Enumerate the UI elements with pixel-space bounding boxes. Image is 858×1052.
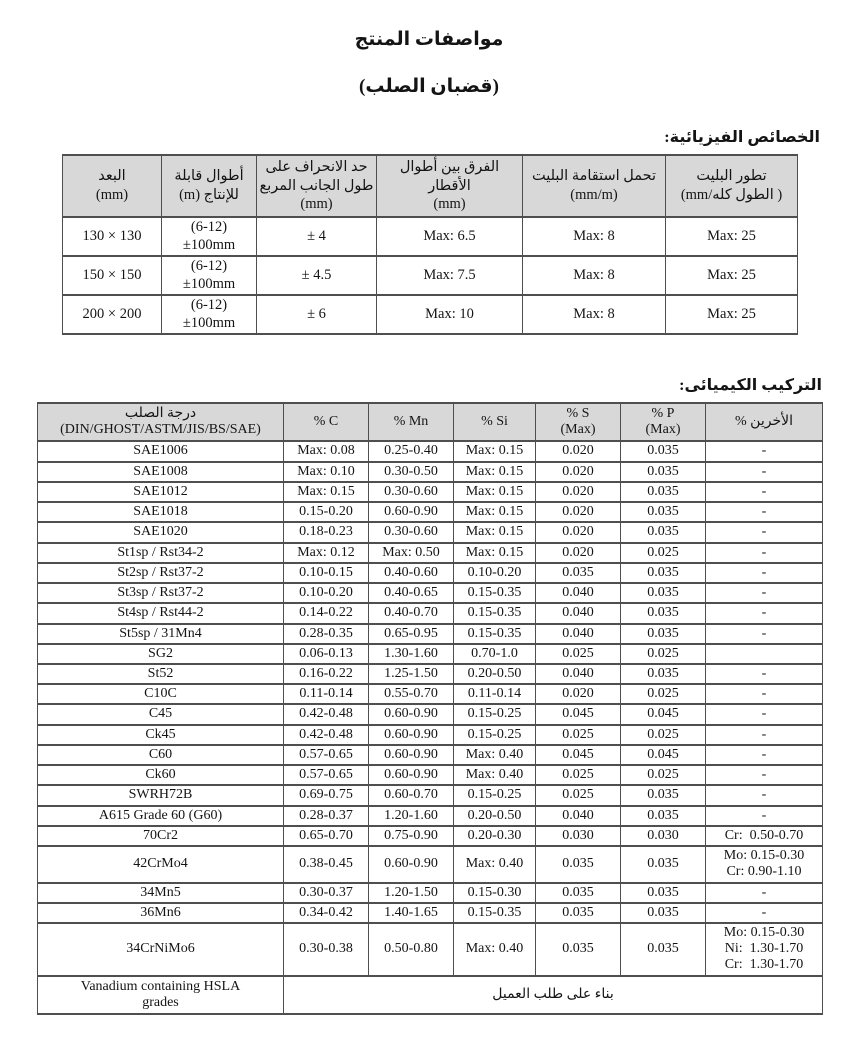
table-cell: 0.06-0.13 (284, 644, 369, 664)
table-cell: 0.035 (536, 563, 621, 583)
table-cell: SG2 (38, 644, 284, 664)
table-cell: 0.60-0.90 (369, 704, 454, 724)
table-cell: 0.15-0.35 (454, 624, 536, 644)
table-cell: St1sp / Rst34-2 (38, 543, 284, 563)
table-cell: SAE1008 (38, 462, 284, 482)
chemical-table-head (38, 403, 823, 441)
table-cell: 0.30-0.60 (369, 482, 454, 502)
cell-line: للإنتاج (m) (179, 186, 239, 203)
table-cell: 0.42-0.48 (284, 704, 369, 724)
table-cell: 0.030 (536, 826, 621, 846)
cell-line: (mm/m) (570, 186, 618, 203)
table-cell: 0.035 (621, 923, 706, 976)
table-cell: 0.40-0.65 (369, 583, 454, 603)
table-row (38, 664, 823, 684)
table-cell: C10C (38, 684, 284, 704)
table-cell: 0.035 (621, 806, 706, 826)
cell-line: (mm) (300, 196, 333, 213)
column-header (257, 155, 377, 217)
table-cell: 0.035 (621, 903, 706, 923)
table-cell: Max: 25 (666, 256, 798, 295)
table-cell: Max: 0.15 (454, 441, 536, 461)
column-header (162, 155, 257, 217)
table-cell: 130 × 130 (63, 217, 162, 256)
table-cell (706, 923, 823, 976)
cell-line: الفرق بين أطوال الأقطار (399, 159, 500, 194)
table-cell: 1.20-1.60 (369, 806, 454, 826)
table-cell: A615 Grade 60 (G60) (38, 806, 284, 826)
cell-line: grades (142, 994, 179, 1010)
table-cell: 1.40-1.65 (369, 903, 454, 923)
cell-line: ±100mm (182, 237, 236, 254)
table-cell: C45 (38, 704, 284, 724)
table-cell: 0.60-0.90 (369, 725, 454, 745)
table-cell: 0.60-0.90 (369, 502, 454, 522)
chemical-composition-table (37, 402, 823, 1015)
column-header (63, 155, 162, 217)
table-cell: 0.60-0.90 (369, 745, 454, 765)
column-header: % Si (454, 403, 536, 441)
table-cell: - (706, 624, 823, 644)
table-cell: Ck45 (38, 725, 284, 745)
table-cell: - (706, 704, 823, 724)
physical-table-body (63, 217, 798, 334)
table-cell: 0.50-0.80 (369, 923, 454, 976)
table-cell: 0.040 (536, 806, 621, 826)
column-header (523, 155, 666, 217)
table-cell: Ck60 (38, 765, 284, 785)
table-cell: St2sp / Rst37-2 (38, 563, 284, 583)
cell-line: % S (566, 405, 590, 421)
table-cell: 0.18-0.23 (284, 522, 369, 542)
cell-line: Ni: 1.30-1.70 (724, 941, 804, 957)
column-header: % Mn (369, 403, 454, 441)
table-cell: 0.15-0.25 (454, 725, 536, 745)
table-cell: 0.38-0.45 (284, 846, 369, 882)
table-cell: Max: 0.40 (454, 765, 536, 785)
table-cell: 1.20-1.50 (369, 883, 454, 903)
table-cell: St52 (38, 664, 284, 684)
table-row (38, 441, 823, 461)
cell-line: ±100mm (182, 276, 236, 293)
table-cell: Max: 0.15 (454, 482, 536, 502)
table-cell: Max: 0.15 (284, 482, 369, 502)
column-header (38, 403, 284, 441)
table-cell: St5sp / 31Mn4 (38, 624, 284, 644)
physical-table-head (63, 155, 798, 217)
table-cell: Cr: 0.50-0.70 (706, 826, 823, 846)
table-cell: ± 4.5 (257, 256, 377, 295)
table-cell: 0.65-0.70 (284, 826, 369, 846)
table-cell: 0.045 (536, 704, 621, 724)
table-cell: - (706, 745, 823, 765)
table-cell: 0.57-0.65 (284, 765, 369, 785)
table-cell: Max: 10 (377, 295, 523, 334)
table-cell: 0.11-0.14 (454, 684, 536, 704)
table-cell: - (706, 806, 823, 826)
table-row (38, 603, 823, 623)
column-header: الأخرين % (706, 403, 823, 441)
table-cell: 200 × 200 (63, 295, 162, 334)
table-cell: Max: 0.40 (454, 923, 536, 976)
table-cell: 0.60-0.90 (369, 765, 454, 785)
table-cell: - (706, 664, 823, 684)
table-cell: 0.10-0.20 (454, 563, 536, 583)
table-cell: 0.035 (621, 482, 706, 502)
table-cell: C60 (38, 745, 284, 765)
cell-line: (DIN/GHOST/ASTM/JIS/BS/SAE) (60, 422, 261, 438)
table-cell: ± 6 (257, 295, 377, 334)
table-cell: 0.10-0.15 (284, 563, 369, 583)
table-cell (162, 256, 257, 295)
table-cell: 0.045 (621, 704, 706, 724)
table-cell: 70Cr2 (38, 826, 284, 846)
cell-line: (6-12) (190, 257, 228, 274)
table-cell: 0.34-0.42 (284, 903, 369, 923)
table-cell: 0.30-0.50 (369, 462, 454, 482)
table-cell: 150 × 150 (63, 256, 162, 295)
table-cell: SAE1006 (38, 441, 284, 461)
table-cell: 0.035 (536, 923, 621, 976)
cell-line: طول الجانب المربع (259, 177, 374, 194)
table-cell: Max: 8 (523, 295, 666, 334)
cell-line: Cr: 0.90-1.10 (726, 864, 802, 880)
table-row (38, 725, 823, 745)
table-row (63, 295, 798, 334)
table-cell (706, 846, 823, 882)
cell-line: (Max) (560, 422, 596, 438)
table-cell: - (706, 482, 823, 502)
table-row (38, 704, 823, 724)
footer-grade-cell (38, 976, 284, 1014)
table-cell: 0.020 (536, 522, 621, 542)
table-cell: Max: 0.12 (284, 543, 369, 563)
column-header: % C (284, 403, 369, 441)
cell-line: ±100mm (182, 315, 236, 332)
table-cell: 0.75-0.90 (369, 826, 454, 846)
table-cell: ± 4 (257, 217, 377, 256)
table-cell: 0.30-0.38 (284, 923, 369, 976)
table-cell: 0.030 (621, 826, 706, 846)
table-cell: 0.035 (621, 583, 706, 603)
header-row (38, 403, 823, 441)
cell-line: (mm) (95, 186, 129, 203)
table-cell: Max: 0.40 (454, 745, 536, 765)
table-cell: 0.035 (621, 785, 706, 805)
table-cell: - (706, 903, 823, 923)
table-cell: 0.025 (536, 725, 621, 745)
table-cell: 0.035 (621, 563, 706, 583)
column-header (666, 155, 798, 217)
table-cell: - (706, 441, 823, 461)
table-row (38, 644, 823, 664)
table-cell: 0.035 (621, 883, 706, 903)
table-cell: 0.035 (536, 903, 621, 923)
table-cell: 0.025 (621, 765, 706, 785)
table-cell: 0.25-0.40 (369, 441, 454, 461)
table-row (38, 482, 823, 502)
page-title: مواصفات المنتج (354, 29, 504, 50)
table-cell: 0.025 (536, 765, 621, 785)
cell-line: تطور البليت (696, 168, 767, 185)
table-cell: Max: 25 (666, 217, 798, 256)
table-cell: 0.15-0.35 (454, 903, 536, 923)
table-cell: St4sp / Rst44-2 (38, 603, 284, 623)
table-cell: 0.10-0.20 (284, 583, 369, 603)
table-row (63, 256, 798, 295)
table-cell: 0.020 (536, 462, 621, 482)
table-cell: 0.55-0.70 (369, 684, 454, 704)
footer-row (38, 976, 823, 1014)
table-cell: 0.035 (621, 664, 706, 684)
table-cell: 0.020 (536, 543, 621, 563)
cell-line: تحمل استقامة البليت (531, 168, 657, 185)
table-cell: - (706, 563, 823, 583)
table-row (38, 684, 823, 704)
table-cell: 0.040 (536, 664, 621, 684)
table-cell: - (706, 603, 823, 623)
cell-line: درجة الصلب (124, 405, 197, 421)
table-cell: 0.020 (536, 684, 621, 704)
table-cell: 0.20-0.50 (454, 664, 536, 684)
cell-line: حد الانحراف على (265, 159, 368, 175)
table-cell: 0.035 (536, 846, 621, 882)
table-cell: Max: 0.15 (454, 502, 536, 522)
table-cell: 0.15-0.25 (454, 704, 536, 724)
table-row (38, 806, 823, 826)
table-cell: 0.025 (536, 644, 621, 664)
table-cell: 0.15-0.35 (454, 603, 536, 623)
table-cell: 0.035 (621, 624, 706, 644)
table-cell: 0.20-0.30 (454, 826, 536, 846)
table-cell: 34CrNiMo6 (38, 923, 284, 976)
table-cell: 0.035 (621, 522, 706, 542)
table-cell: 0.035 (621, 441, 706, 461)
table-cell: 0.020 (536, 502, 621, 522)
cell-line: Vanadium containing HSLA (80, 978, 241, 994)
cell-line: % P (651, 405, 675, 421)
table-cell: Max: 0.15 (454, 522, 536, 542)
cell-line: Mo: 0.15-0.30 (723, 848, 805, 864)
table-cell: 0.040 (536, 624, 621, 644)
table-cell: Max: 0.50 (369, 543, 454, 563)
cell-line: ( الطول كله/mm) (680, 186, 783, 203)
table-cell: Max: 0.08 (284, 441, 369, 461)
cell-line: البعد (98, 168, 126, 185)
table-cell: 0.30-0.37 (284, 883, 369, 903)
table-cell: 0.40-0.60 (369, 563, 454, 583)
table-row (38, 785, 823, 805)
table-cell: 0.035 (621, 846, 706, 882)
physical-properties-heading: الخصائص الفيزيائية: (664, 129, 820, 146)
table-cell: 0.42-0.48 (284, 725, 369, 745)
table-cell: - (706, 765, 823, 785)
table-cell: 36Mn6 (38, 903, 284, 923)
header-row (63, 155, 798, 217)
table-cell: 0.045 (536, 745, 621, 765)
table-cell: SAE1020 (38, 522, 284, 542)
table-row (38, 583, 823, 603)
table-cell: 1.30-1.60 (369, 644, 454, 664)
table-cell: - (706, 583, 823, 603)
table-row (38, 923, 823, 976)
table-cell: St3sp / Rst37-2 (38, 583, 284, 603)
table-cell: 0.035 (621, 502, 706, 522)
table-cell: 0.035 (621, 603, 706, 623)
table-row (38, 883, 823, 903)
table-cell: 0.025 (621, 644, 706, 664)
table-cell: SAE1018 (38, 502, 284, 522)
table-cell: 0.025 (536, 785, 621, 805)
table-row (38, 502, 823, 522)
table-cell: 0.040 (536, 583, 621, 603)
cell-line: (6-12) (190, 218, 228, 235)
table-cell: 0.65-0.95 (369, 624, 454, 644)
table-cell: 1.25-1.50 (369, 664, 454, 684)
table-cell: - (706, 502, 823, 522)
table-cell: 0.28-0.35 (284, 624, 369, 644)
table-row (38, 826, 823, 846)
cell-line: Mo: 0.15-0.30 (723, 925, 805, 941)
table-cell: 0.60-0.90 (369, 846, 454, 882)
document-page (0, 28, 858, 1015)
table-row (38, 624, 823, 644)
table-cell: 0.045 (621, 745, 706, 765)
table-cell: 0.57-0.65 (284, 745, 369, 765)
cell-line: Cr: 1.30-1.70 (724, 957, 804, 973)
table-cell: 0.14-0.22 (284, 603, 369, 623)
table-cell: 0.15-0.20 (284, 502, 369, 522)
cell-line: (Max) (645, 422, 681, 438)
table-cell: 0.16-0.22 (284, 664, 369, 684)
table-cell: - (706, 684, 823, 704)
table-cell: 0.040 (536, 603, 621, 623)
chemical-table-body (38, 441, 823, 1014)
table-cell: - (706, 785, 823, 805)
table-cell: 0.20-0.50 (454, 806, 536, 826)
table-cell: Max: 0.15 (454, 543, 536, 563)
table-cell: 0.11-0.14 (284, 684, 369, 704)
table-row (38, 745, 823, 765)
table-cell: 34Mn5 (38, 883, 284, 903)
table-cell: 0.020 (536, 482, 621, 502)
table-cell: SWRH72B (38, 785, 284, 805)
table-cell: 0.30-0.60 (369, 522, 454, 542)
table-cell: SAE1012 (38, 482, 284, 502)
table-cell: Max: 6.5 (377, 217, 523, 256)
table-cell: Max: 0.10 (284, 462, 369, 482)
table-row (38, 462, 823, 482)
table-cell: 0.020 (536, 441, 621, 461)
table-cell: 0.15-0.25 (454, 785, 536, 805)
table-cell: 0.035 (621, 462, 706, 482)
cell-line: أطوال قابلة (174, 168, 244, 185)
table-cell: 0.025 (621, 725, 706, 745)
table-cell: 0.025 (621, 684, 706, 704)
table-cell: 0.70-1.0 (454, 644, 536, 664)
table-cell: 42CrMo4 (38, 846, 284, 882)
physical-properties-table (62, 154, 798, 335)
table-row (38, 522, 823, 542)
table-cell: 0.60-0.70 (369, 785, 454, 805)
column-header (536, 403, 621, 441)
table-cell (162, 217, 257, 256)
table-cell: - (706, 522, 823, 542)
table-cell: Max: 8 (523, 217, 666, 256)
table-cell: - (706, 462, 823, 482)
table-cell (162, 295, 257, 334)
table-row (38, 846, 823, 882)
table-row (38, 765, 823, 785)
table-cell: 0.69-0.75 (284, 785, 369, 805)
cell-line: (6-12) (190, 296, 228, 313)
table-cell: 0.15-0.30 (454, 883, 536, 903)
table-cell: - (706, 725, 823, 745)
chemical-composition-heading: التركيب الكيميائى: (679, 376, 822, 394)
table-cell: 0.025 (621, 543, 706, 563)
table-row (38, 563, 823, 583)
table-cell: 0.28-0.37 (284, 806, 369, 826)
table-cell: Max: 0.40 (454, 846, 536, 882)
column-header (621, 403, 706, 441)
footer-merged-cell: بناء على طلب العميل (284, 976, 823, 1014)
table-row (38, 903, 823, 923)
table-row (63, 217, 798, 256)
table-cell: - (706, 883, 823, 903)
table-cell: Max: 7.5 (377, 256, 523, 295)
column-header (377, 155, 523, 217)
table-cell: - (706, 543, 823, 563)
table-row (38, 543, 823, 563)
table-cell: 0.035 (536, 883, 621, 903)
table-cell: Max: 8 (523, 256, 666, 295)
table-cell: Max: 0.15 (454, 462, 536, 482)
table-cell (706, 644, 823, 664)
table-cell: 0.40-0.70 (369, 603, 454, 623)
table-cell: 0.15-0.35 (454, 583, 536, 603)
page-subtitle: (قضبان الصلب) (359, 76, 499, 97)
table-cell: Max: 25 (666, 295, 798, 334)
cell-line: (mm) (433, 196, 466, 213)
